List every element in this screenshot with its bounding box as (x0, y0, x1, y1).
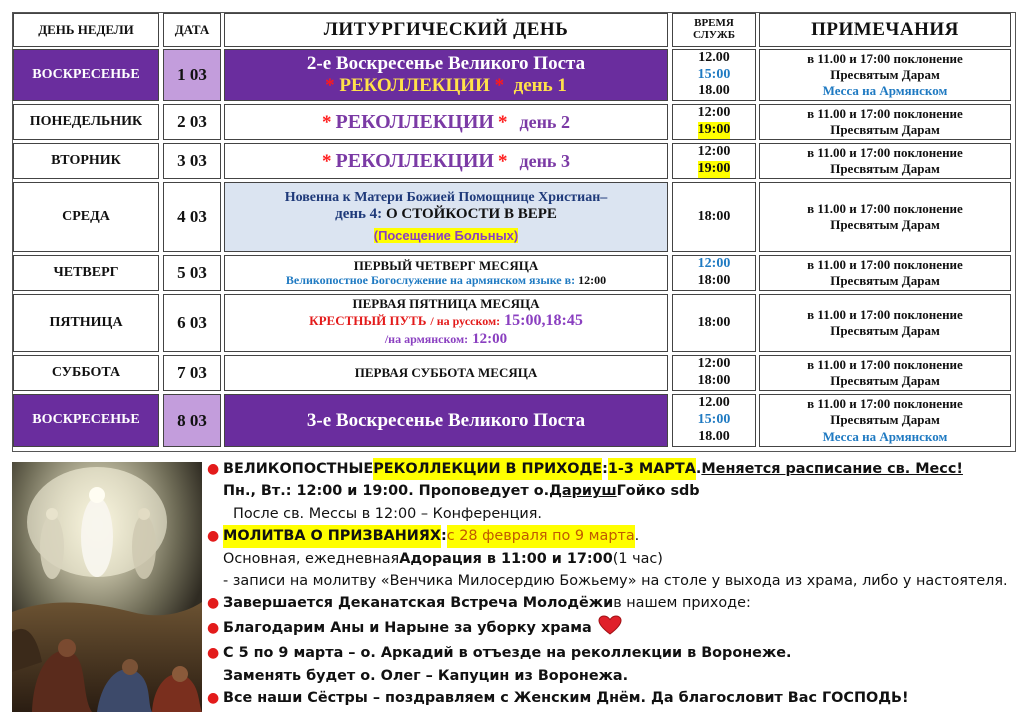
row-liturgy: ПЕРВАЯ ПЯТНИЦА МЕСЯЦА КРЕСТНЫЙ ПУТЬ / на русском: 15:00,18:45 /на армянском: 12:00 (224, 294, 668, 352)
row-liturgy: 3-е Воскресенье Великого Поста (224, 394, 668, 447)
header-day: ДЕНЬ НЕДЕЛИ (13, 13, 159, 47)
painting-image (12, 462, 202, 712)
row-notes: в 11.00 и 17:00 поклонение Пресвятым Дарам Месса на Армянском (759, 49, 1011, 101)
bullet-icon: ● (207, 645, 220, 662)
row-times: 18:00 (672, 294, 756, 352)
row-date: 3 03 (163, 143, 221, 179)
row-date: 6 03 (163, 294, 221, 352)
row-times: 12.00 15:00 18.00 (672, 394, 756, 447)
row-liturgy: * РЕКОЛЛЕКЦИИ * день 2 (224, 104, 668, 140)
bullet-icon: ● (207, 690, 220, 707)
header-date: ДАТА (163, 13, 221, 47)
row-liturgy: Новенна к Матери Божией Помощнице Христиан– день 4: О СТОЙКОСТИ В ВЕРЕ (Посещение Больных) (224, 182, 668, 252)
row-date: 4 03 (163, 182, 221, 252)
bullet-icon: ● (207, 595, 220, 612)
header-liturgy: ЛИТУРГИЧЕСКИЙ ДЕНЬ (224, 13, 668, 47)
row-liturgy: ПЕРВЫЙ ЧЕТВЕРГ МЕСЯЦА Великопостное Богослужение на армянском языке в: 12:00 (224, 255, 668, 291)
announcement-line: ● МОЛИТВА О ПРИЗВАНИЯХ : с 28 февраля по 9 марта . (207, 525, 1017, 547)
announcements (207, 458, 1017, 709)
row-notes: в 11.00 и 17:00 поклонение Пресвятым Дарам (759, 182, 1011, 252)
announcement-line: ● Завершается Деканатская Встреча Молодёжи в нашем приходе: (207, 592, 1017, 614)
announcement-line: После св. Мессы в 12:00 – Конференция. (233, 505, 542, 522)
row-notes: в 11.00 и 17:00 поклонение Пресвятым Дарам (759, 104, 1011, 140)
row-notes: в 11.00 и 17:00 поклонение Пресвятым Дарам (759, 143, 1011, 179)
row-day: СРЕДА (13, 182, 159, 252)
transfiguration-painting (12, 462, 202, 712)
announcement-line: ● ВЕЛИКОПОСТНЫЕ РЕКОЛЛЕКЦИИ В ПРИХОДЕ : 1-3 МАРТА . Меняется расписание св. Месс! (207, 458, 1017, 480)
announcement-line: - записи на молитву «Венчика Милосердию Божьему» на столе у выхода из храма, либо у настоятеля. (223, 573, 1008, 590)
row-times: 12:00 19:00 (672, 104, 756, 140)
announcement-line: Пн., Вт.: 12:00 и 19:00. Проповедует о. Дариуш Гойко sdb (223, 483, 700, 500)
row-day: ВОСКРЕСЕНЬЕ (13, 49, 159, 101)
row-liturgy: 2-е Воскресенье Великого Поста * РЕКОЛЛЕКЦИИ * день 1 (224, 49, 668, 101)
row-date: 5 03 (163, 255, 221, 291)
announcement-line: ● С 5 по 9 марта – о. Аркадий в отъезде на реколлекции в Воронеже. (207, 642, 1017, 664)
bullet-icon: ● (207, 528, 220, 545)
bullet-icon: ● (207, 620, 220, 637)
row-notes: в 11.00 и 17:00 поклонение Пресвятым Дарам (759, 355, 1011, 391)
row-day: СУББОТА (13, 355, 159, 391)
row-day: ПОНЕДЕЛЬНИК (13, 104, 159, 140)
header-notes: ПРИМЕЧАНИЯ (759, 13, 1011, 47)
row-date: 2 03 (163, 104, 221, 140)
row-date: 1 03 (163, 49, 221, 101)
row-times: 12.00 15:00 18.00 (672, 49, 756, 101)
row-day: ВТОРНИК (13, 143, 159, 179)
row-times: 12:00 18:00 (672, 355, 756, 391)
row-times: 18:00 (672, 182, 756, 252)
row-notes: в 11.00 и 17:00 поклонение Пресвятым Дарам (759, 294, 1011, 352)
announcement-line: Заменять будет о. Олег – Капуцин из Воронежа. (223, 667, 629, 684)
row-times: 12:00 19:00 (672, 143, 756, 179)
row-notes: в 11.00 и 17:00 поклонение Пресвятым Дарам Месса на Армянском (759, 394, 1011, 447)
announcement-line: ● Благодарим Аны и Нарыне за уборку храма (207, 615, 1017, 642)
row-day: ПЯТНИЦА (13, 294, 159, 352)
schedule-table (12, 12, 1016, 452)
row-liturgy: * РЕКОЛЛЕКЦИИ * день 3 (224, 143, 668, 179)
row-liturgy: ПЕРВАЯ СУББОТА МЕСЯЦА (224, 355, 668, 391)
announcement-line: Основная, ежедневная Адорация в 11:00 и 17:00 (1 час) (223, 550, 663, 567)
announcement-line: ● Все наши Сёстры – поздравляем с Женским Днём. Да благословит Вас ГОСПОДЬ! (207, 687, 1017, 709)
row-date: 8 03 (163, 394, 221, 447)
row-day: ВОСКРЕСЕНЬЕ (13, 394, 159, 447)
header-time: ВРЕМЯ СЛУЖБ (672, 13, 756, 47)
row-day: ЧЕТВЕРГ (13, 255, 159, 291)
row-notes: в 11.00 и 17:00 поклонение Пресвятым Дарам (759, 255, 1011, 291)
heart-icon (598, 615, 622, 642)
bullet-icon: ● (207, 461, 220, 477)
row-times: 12:00 18:00 (672, 255, 756, 291)
row-date: 7 03 (163, 355, 221, 391)
